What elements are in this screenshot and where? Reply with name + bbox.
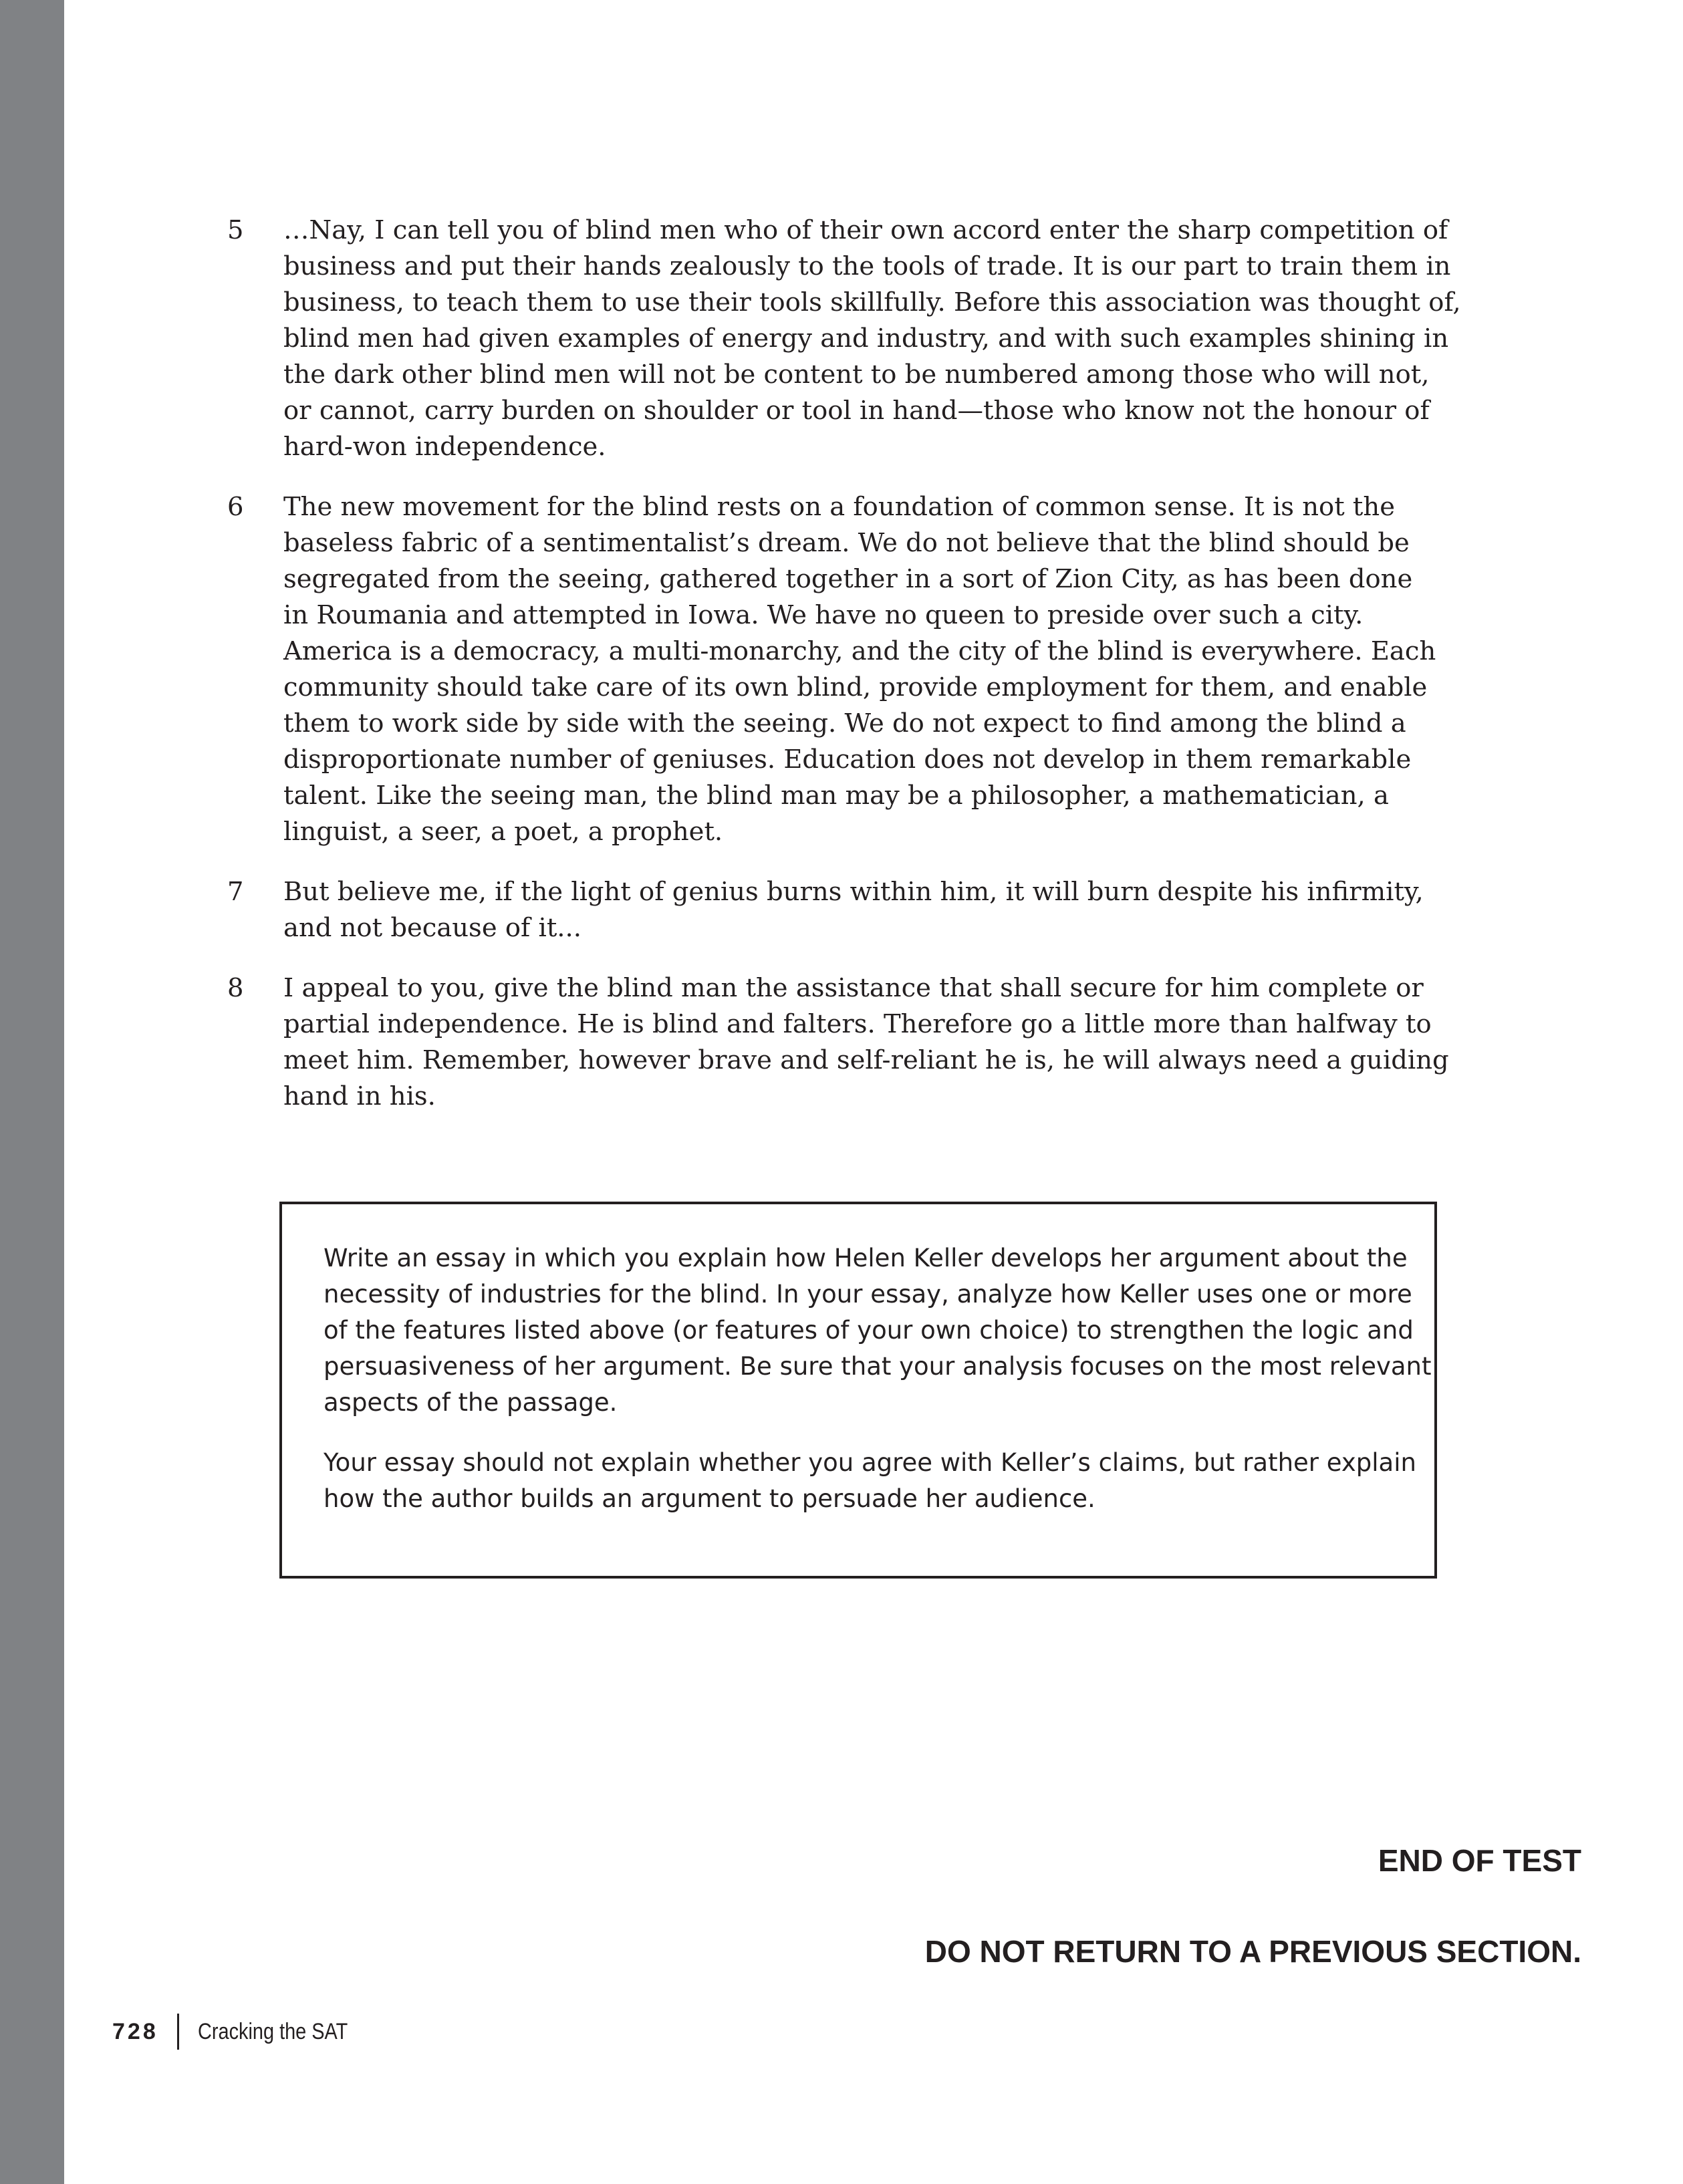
passage-line: meet him. Remember, however brave and self-reliant he is, he will always need a guiding bbox=[283, 1045, 1449, 1075]
passage bbox=[227, 213, 1461, 1139]
prompt-paragraph: Your essay should not explain whether you agree with Keller’s claims, but rather explain how the author builds an argument to persuade her audience. bbox=[323, 1448, 1416, 1513]
passage-line: …Nay, I can tell you of blind men who of their own accord enter the sharp competition of bbox=[283, 215, 1448, 245]
paragraph-8 bbox=[227, 970, 1449, 1115]
passage-line: disproportionate number of geniuses. Education does not develop in them remarkable bbox=[283, 744, 1412, 775]
passage-line: business, to teach them to use their tools skillfully. Before this association was thought of, bbox=[283, 287, 1461, 317]
passage-line: partial independence. He is blind and falters. Therefore go a little more than halfway to bbox=[283, 1009, 1432, 1039]
prompt-paragraph: Write an essay in which you explain how Helen Keller develops her argument about the necessity of industries for the blind. In your essay, analyze how Keller uses one or more of the features listed above (or features of your own choice) to strengthen the logic and persuasiveness of her argument. Be sure that your analysis focuses on the most relevant aspects of the passage. bbox=[323, 1244, 1432, 1417]
paragraph-number: 7 bbox=[227, 877, 244, 907]
essay-prompt-box bbox=[279, 1202, 1437, 1579]
passage-line: The new movement for the blind rests on a foundation of common sense. It is not the bbox=[283, 492, 1395, 522]
passage-line: business and put their hands zealously to the tools of trade. It is our part to train them in bbox=[283, 251, 1451, 281]
passage-line: baseless fabric of a sentimentalist’s dream. We do not believe that the blind should be bbox=[283, 528, 1410, 558]
passage-line: or cannot, carry burden on shoulder or tool in hand—those who know not the honour of bbox=[283, 396, 1430, 426]
paragraph-number: 8 bbox=[227, 973, 244, 1003]
book-title: Cracking the SAT bbox=[197, 2018, 348, 2044]
end-of-test-notice bbox=[925, 1838, 1581, 1974]
page-footer bbox=[112, 2013, 374, 2050]
passage-line: community should take care of its own blind, provide employment for them, and enable bbox=[283, 672, 1428, 702]
passage-line: and not because of it... bbox=[283, 913, 582, 943]
passage-line: I appeal to you, give the blind man the assistance that shall secure for him complete or bbox=[283, 973, 1424, 1003]
passage-line: in Roumania and attempted in Iowa. We have no queen to preside over such a city. bbox=[283, 600, 1364, 630]
paragraph-5 bbox=[227, 213, 1461, 465]
page-number: 728 bbox=[112, 2018, 158, 2044]
end-of-test-title: END OF TEST bbox=[1378, 1843, 1581, 1878]
footer-divider bbox=[177, 2014, 179, 2050]
paragraph-number: 6 bbox=[227, 492, 244, 522]
page-edge-bar bbox=[0, 0, 64, 2184]
passage-line: hand in his. bbox=[283, 1081, 436, 1111]
do-not-return-warning: DO NOT RETURN TO A PREVIOUS SECTION. bbox=[924, 1934, 1581, 1969]
passage-line: blind men had given examples of energy and industry, and with such examples shining in bbox=[283, 323, 1449, 354]
paragraph-number: 5 bbox=[227, 215, 244, 245]
paragraph-6 bbox=[227, 489, 1436, 850]
passage-line: talent. Like the seeing man, the blind man may be a philosopher, a mathematician, a bbox=[283, 781, 1389, 811]
passage-line: America is a democracy, a multi-monarchy, and the city of the blind is everywhere. Each bbox=[283, 636, 1436, 666]
passage-line: them to work side by side with the seeing. We do not expect to find among the blind a bbox=[283, 708, 1406, 738]
passage-line: hard-won independence. bbox=[283, 432, 606, 462]
passage-line: linguist, a seer, a poet, a prophet. bbox=[283, 817, 723, 847]
paragraph-7 bbox=[227, 874, 1430, 946]
passage-line: segregated from the seeing, gathered together in a sort of Zion City, as has been done bbox=[283, 564, 1413, 594]
passage-line: the dark other blind men will not be content to be numbered among those who will not, bbox=[283, 360, 1430, 390]
passage-line: But believe me, if the light of genius burns within him, it will burn despite his infirmity, bbox=[283, 877, 1424, 907]
